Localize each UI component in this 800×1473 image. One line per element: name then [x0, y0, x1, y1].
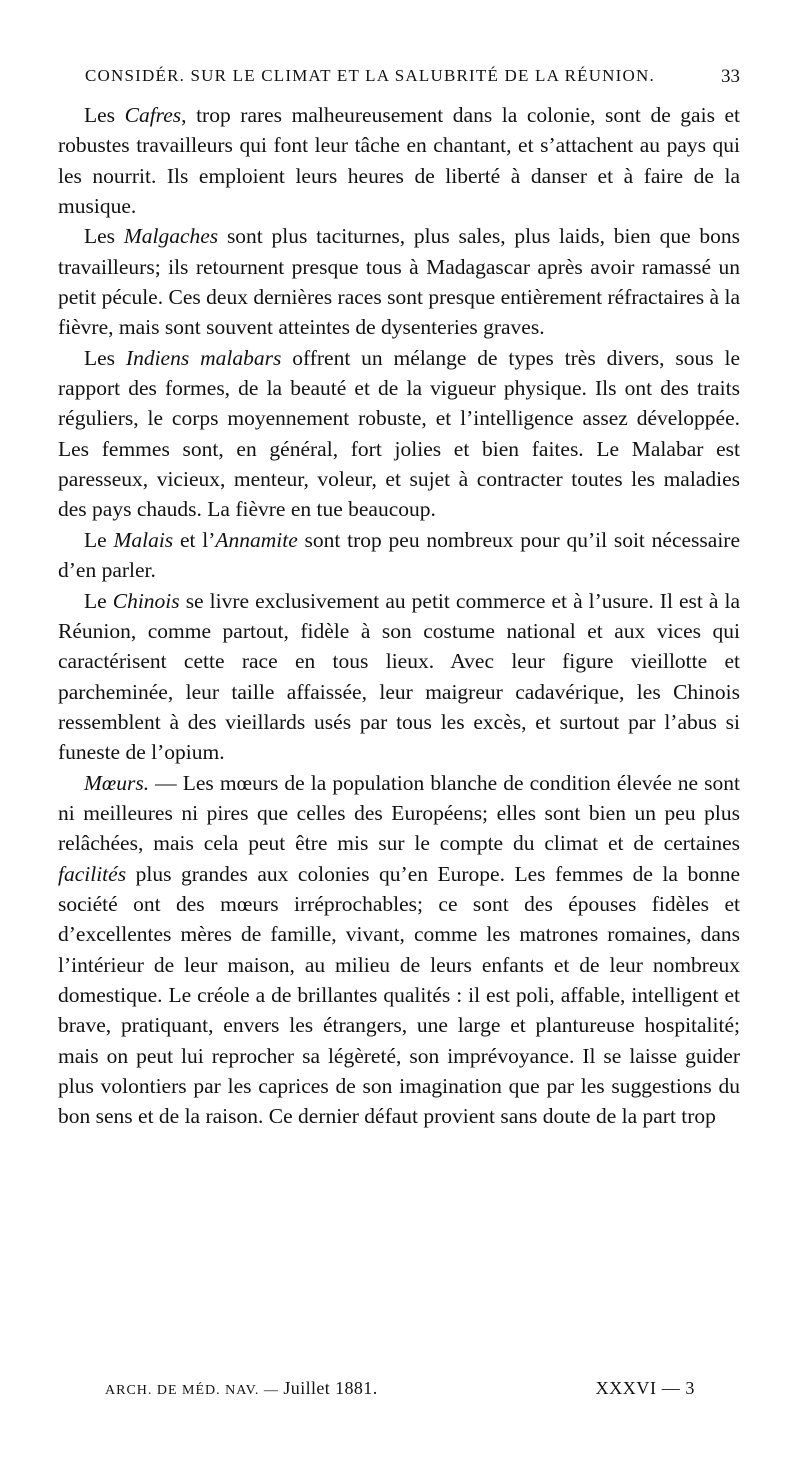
- paragraph-text: , trop rares malheureusement dans la colonie, sont de gais et robustes travailleurs qui font leur tâche en chantant, et s’attachent au pays qui les nourrit. Ils emploient leurs heures de liberté à danser et à faire de la musique.: [58, 103, 741, 219]
- paragraph-text: se livre exclusivement au petit commerce et à l’usure. Il est à la Réunion, comme partout, fidèle à son costume national et aux vices qui caractérisent cette race en tous lieux. Avec leur figure vieillotte et parcheminée, leur taille affaissée, leur maigreur cadavérique, les Chinois ressemblent à des vieillards usés par tous les excès, et surtout par l’abus si funeste de l’opium.: [58, 588, 740, 765]
- paragraph-lead: Le: [84, 527, 114, 552]
- paragraph-moeurs: [58, 768, 740, 1132]
- footer-journal: [105, 1378, 378, 1399]
- term-facilites: facilités: [58, 861, 127, 886]
- paragraph-malais: [58, 525, 740, 586]
- paragraph-malgaches: [58, 221, 740, 342]
- body-text: [58, 100, 740, 1132]
- footer-date: Juillet 1881.: [283, 1378, 378, 1398]
- paragraph-lead: Les: [84, 224, 124, 249]
- term-cafres: Cafres: [124, 103, 182, 127]
- paragraph-text: offrent un mélange de types très divers, sous le rapport des formes, de la beauté et de la vigueur physique. Ils ont des traits réguliers, le corps moyennement robuste, et l’intelligence assez développée. Les femmes sont, en général, fort jolies et bien faites. Le Malabar est paresseux, vicieux, menteur, voleur, et sujet à contracter toutes les maladies des pays chauds. La fièvre en tue beaucoup.: [58, 345, 740, 522]
- paragraph-cafres: [58, 100, 740, 221]
- term-malgaches: Malgaches: [123, 224, 219, 249]
- term-annamite: Annamite: [215, 527, 298, 552]
- paragraph-text: sont trop peu nombreux pour qu’il soit nécessaire d’en parler.: [58, 527, 740, 583]
- paragraph-text: — Les mœurs de la population blanche de condition élevée ne sont ni meilleures ni pires que celles des Européens; elles sont bien un peu plus relâchées, mais cela peut être mis sur le compte du climat et de certaines: [58, 770, 740, 856]
- running-head: [85, 66, 740, 92]
- footer-journal-name: ARCH. DE MÉD. NAV. —: [105, 1383, 279, 1398]
- page-footer: [105, 1378, 695, 1402]
- term-malais: Malais: [113, 527, 174, 552]
- footer-signature: XXXVI — 3: [595, 1378, 695, 1398]
- paragraph-lead: Le: [84, 588, 113, 613]
- page-number: 33: [721, 66, 740, 87]
- term-indiens-malabars: Indiens malabars: [125, 345, 282, 370]
- term-chinois: Chinois: [112, 588, 180, 613]
- running-head-title: CONSIDÉR. SUR LE CLIMAT ET LA SALUBRITÉ DE LA RÉUNION.: [85, 66, 655, 85]
- paragraph-indiens: [58, 343, 740, 525]
- paragraph-text: sont plus taciturnes, plus sales, plus laids, bien que bons travailleurs; ils retournent presque tous à Madagascar après avoir ramassé un petit pécule. Ces deux dernières races sont presque entièrement réfractaires à la fièvre, mais sont souvent atteintes de dysenteries graves.: [58, 224, 741, 340]
- paragraph-tail: plus grandes aux colonies qu’en Europe. Les femmes de la bonne société ont des mœurs irréprochables; ce sont des épouses fidèles et d’excellentes mères de famille, vivant, comme les matrones romaines, dans l’intérieur de leur maison, au milieu de leurs enfants et de leur nombreux domestique. Le créole a de brillantes qualités : il est poli, affable, intelligent et brave, pratiquant, envers les étrangers, une large et plantureuse hospitalité; mais on peut lui reprocher sa légèreté, son imprévoyance. Il se laisse guider plus volontiers par les caprices de son imagination que par les suggestions du bon sens et de la raison. Ce dernier défaut provient sans doute de la part trop: [58, 861, 740, 1129]
- paragraph-middle: et l’: [173, 527, 216, 552]
- paragraph-lead: Les: [84, 103, 125, 127]
- term-moeurs: Mœurs.: [84, 770, 150, 795]
- paragraph-lead: Les: [84, 345, 126, 370]
- paragraph-chinois: [58, 586, 740, 768]
